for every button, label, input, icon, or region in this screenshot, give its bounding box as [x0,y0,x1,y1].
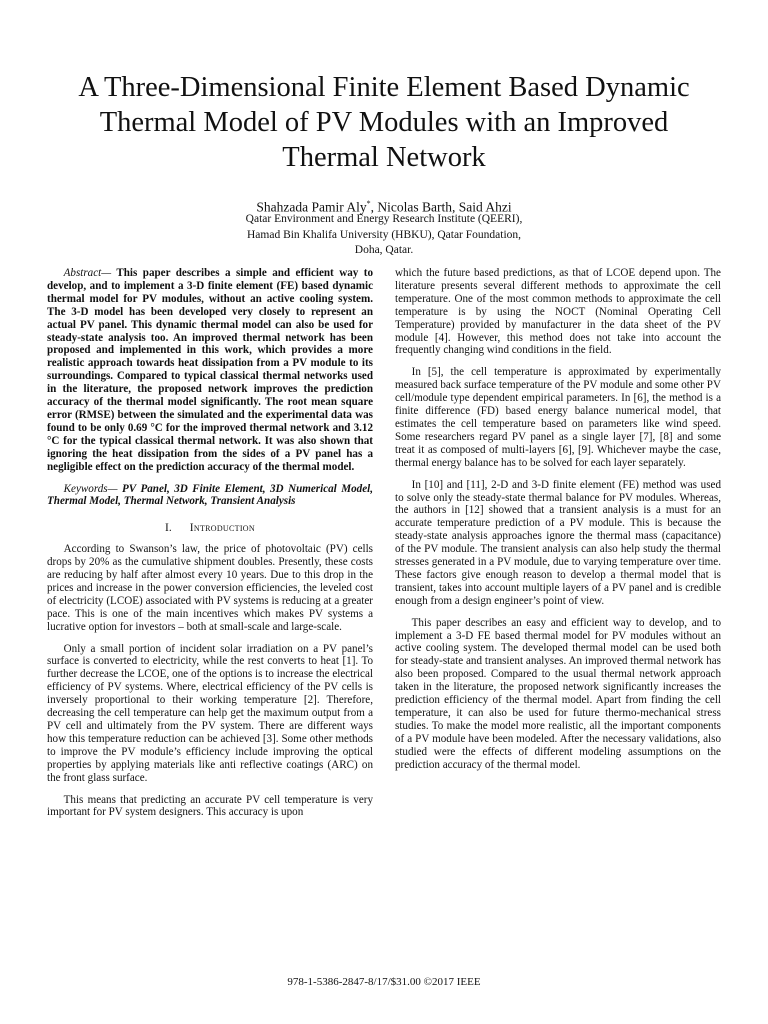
body-paragraph: In [5], the cell temperature is approximated by experimentally measured back surface temperature of the PV module and some other PV cell/module type dependent empirical parameters. In [6], the method is a finite difference (FD) based energy balance numerical model, that estimates the cell temperature based on parameters like wind speed. Some researchers regard PV panel as a single layer [7], [8] and some treat it as composed of multi-layers [6], [9]. Whichever maybe the case, thermal energy balance has to be solved for each layer separately. [395,366,721,469]
body-paragraph: This paper describes an easy and efficient way to develop, and to implement a 3-D FE based thermal model for PV modules without an active cooling system. The developed thermal model can be used both for steady-state and transient analyses. An improved thermal network has also been proposed. Compared to the usual thermal network approach taken in the literature, the proposed network significantly increases the prediction efficiency of the thermal model. Apart from finding the cell temperature, it can also be used for future thermo-mechanical stress studies. To make the model more realistic, all the important components of a PV module have been modeled. After the necessary validations, also studied were the effects of different modeling assumptions on the prediction accuracy of the thermal model. [395,616,721,771]
author-first: Shahzada Pamir Aly [256,199,367,215]
abstract [47,267,373,474]
abstract-lead: Abstract— [63,267,112,279]
left-column [47,267,373,819]
body-paragraph: According to Swanson’s law, the price of photovoltaic (PV) cells drops by 20% as the cumulative shipment doubles. Presently, these costs are reducing by half after almost every 10 years. Due to this drop in the prices and increase in the power conversion efficiencies, the leveled cost of electricity (LCOE) associated with PV systems is reducing at a greater pace. This is one of the main incentives which makes PV systems a lucrative option for investors – both at small-scale and large-scale. [47,543,373,633]
section-number: I. [165,522,172,535]
paper-title [40,70,728,175]
title-line: Thermal Model of PV Modules with an Improved [99,107,669,138]
affiliation [0,212,768,259]
affiliation-line: Qatar Environment and Energy Research Institute (QEERI), [245,213,523,225]
copyright-footer: 978-1-5386-2847-8/17/$31.00 ©2017 IEEE [287,976,481,988]
keywords-lead: Keywords— [63,482,118,495]
title-line: Thermal Network [282,142,486,173]
body-paragraph: which the future based predictions, as that of LCOE depend upon. The literature presents several different methods to approximate the cell temperature. One of the most common methods to approximate the cell temperature is by using the NOCT (Nominal Operating Cell Temperature) provided by manufacturer in the data sheet of the PV module [4]. However, this method does not take into account the frequently changing wind conditions in the field. [395,267,721,357]
affiliation-line: Hamad Bin Khalifa University (HBKU), Qatar Foundation, [246,228,522,241]
section-title: Introduction [189,522,255,535]
body-paragraph: In [10] and [11], 2-D and 3-D finite element (FE) method was used to solve only the steady-state thermal balance for PV modules. Whereas, the authors in [12] showed that a transient analysis is a must for an accurate temperature prediction of a PV module. This is because the steady-state analysis approaches ignore the thermal mass (capacitance) of the PV module. The transient analysis can also help study the thermal stresses generated in a PV module, due to varying temperature over time. These factors give enough reason to develop a thermal model that is transient, takes into account multiple layers of a PV panel and is credible enough from a design engineer’s point of view. [395,478,721,607]
affiliation-line: Doha, Qatar. [354,244,414,256]
body-paragraph: This means that predicting an accurate PV cell temperature is very important for PV system designers. This accuracy is upon [47,793,373,819]
abstract-text: This paper describes a simple and efficient way to develop, and to implement a 3-D finite element (FE) based dynamic thermal model for PV modules, without an active cooling system. The 3-D model has been developed very closely to represent an actual PV panel. This dynamic thermal model can also be used for steady-state analysis too. An improved thermal network has been proposed and implemented in this work, which provides a more realistic approach towards heat dissipation from a PV module to its surroundings. Compared to typical classical thermal networks used in the literature, the proposed network improves the prediction accuracy of the thermal model significantly. The root mean square error (RMSE) between the simulated and the experimental data was found to be only 0.69 °C for the improved thermal network and 3.12 °C for the typical classical thermal network. It was also shown that ignoring the heat dissipation from the sides of a PV panel has a negligible effect on the prediction accuracy of the thermal model. [47,267,373,473]
body-paragraph: Only a small portion of incident solar irradiation on a PV panel’s surface is converted to electricity, while the rest converts to heat [1]. To further decrease the LCOE, one of the options is to increase the electrical efficiency of PV systems. Where, electrical efficiency of the PV cells is inversely proportional to their working temperature [2]. Therefore, decreasing the cell temperature can help get the maximum output from a PV cell and ultimately from the PV system. There are different ways how this temperature reduction can be achieved [3]. Some other methods to improve the PV module’s efficiency include improving the optical properties by applying materials like anti reflective coatings (ARC) on the front glass surface. [47,642,373,784]
corresponding-author-mark: * [366,199,371,208]
keywords-text: PV Panel, 3D Finite Element, 3D Numerical Model, Thermal Model, Thermal Network, Transient Analysis [47,482,373,508]
keywords [47,483,373,509]
author-rest: , Nicolas Barth, Said Ahzi [370,199,512,215]
section-heading [47,522,373,535]
right-column [395,267,721,772]
title-line: A Three-Dimensional Finite Element Based Dynamic [78,72,690,103]
